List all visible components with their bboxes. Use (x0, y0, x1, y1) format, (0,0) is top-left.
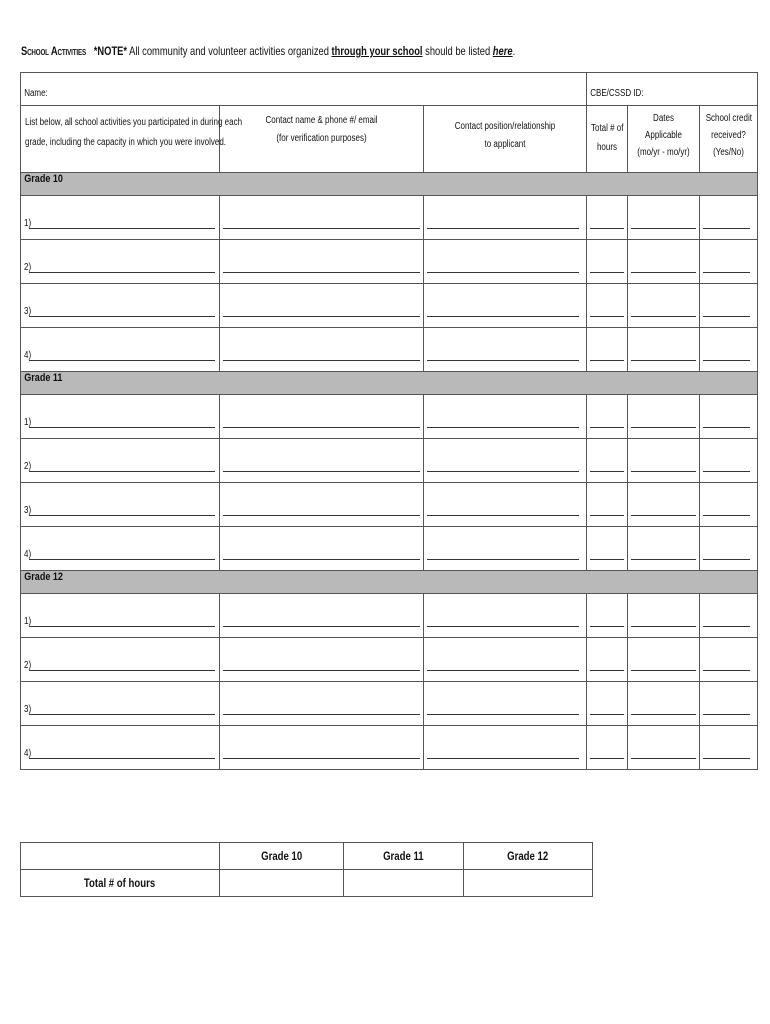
contact-field[interactable] (220, 439, 424, 483)
position-field[interactable] (424, 527, 587, 571)
totals-header-row (21, 843, 593, 870)
activities-table (20, 72, 758, 770)
blank-line (223, 228, 420, 229)
blank-line (427, 559, 579, 560)
blank-line (223, 515, 420, 516)
contact-field[interactable] (220, 638, 424, 682)
dates-field[interactable] (628, 726, 700, 770)
col-credit-header (700, 106, 758, 173)
activity-field[interactable] (21, 284, 220, 328)
activity-row (21, 594, 758, 638)
name-field[interactable] (21, 73, 587, 106)
contact-field[interactable] (220, 240, 424, 284)
activity-row (21, 726, 758, 770)
col-credit-line-1: School credit (705, 113, 752, 124)
section-title: School Activities (21, 44, 86, 58)
row-number: 2) (24, 461, 32, 472)
note-emphasis-2: here (492, 44, 513, 58)
col-hours-header (587, 106, 628, 173)
blank-line (703, 626, 750, 627)
totals-hours-row (21, 870, 593, 897)
activity-row (21, 196, 758, 240)
activity-row (21, 682, 758, 726)
position-field[interactable] (424, 439, 587, 483)
name-label: Name: (24, 88, 48, 99)
col-dates-line-1: Dates (653, 113, 674, 124)
blank-line (223, 626, 420, 627)
blank-line (427, 471, 579, 472)
blank-line (427, 670, 579, 671)
hours-field[interactable] (587, 439, 628, 483)
position-field[interactable] (424, 726, 587, 770)
credit-field[interactable] (700, 483, 758, 527)
hours-field[interactable] (587, 328, 628, 372)
row-number: 1) (24, 218, 32, 229)
col-contact-header (220, 106, 424, 173)
blank-line (631, 471, 696, 472)
blank-line (29, 758, 215, 759)
credit-field[interactable] (700, 726, 758, 770)
blank-line (427, 626, 579, 627)
hours-field[interactable] (587, 395, 628, 439)
blank-line (29, 471, 215, 472)
col-hours-line-2: hours (596, 142, 617, 153)
column-header-row (21, 106, 758, 173)
col-position-line-1: Contact position/relationship (454, 121, 556, 132)
totals-header-label: Grade 11 (383, 849, 424, 863)
row-number: 2) (24, 660, 32, 671)
blank-line (631, 228, 696, 229)
blank-line (703, 559, 750, 560)
activity-row (21, 527, 758, 571)
id-label: CBE/CSSD ID: (590, 88, 644, 99)
blank-line (590, 228, 624, 229)
activity-field[interactable] (21, 638, 220, 682)
col-contact-line-2: (for verification purposes) (276, 133, 367, 144)
row-number: 4) (24, 748, 32, 759)
hours-field[interactable] (587, 196, 628, 240)
blank-line (427, 228, 579, 229)
hours-field[interactable] (587, 284, 628, 328)
activity-field[interactable] (21, 682, 220, 726)
dates-field[interactable] (628, 527, 700, 571)
dates-field[interactable] (628, 439, 700, 483)
total-hours-grade-12-field[interactable] (464, 870, 593, 897)
blank-line (590, 758, 624, 759)
col-activities-header (21, 106, 243, 173)
credit-field[interactable] (700, 328, 758, 372)
activity-row (21, 638, 758, 682)
blank-line (631, 360, 696, 361)
dates-field[interactable] (628, 638, 700, 682)
blank-line (29, 228, 215, 229)
row-number: 3) (24, 704, 32, 715)
hours-field[interactable] (587, 726, 628, 770)
blank-line (631, 758, 696, 759)
contact-field[interactable] (220, 682, 424, 726)
credit-field[interactable] (700, 527, 758, 571)
blank-line (631, 626, 696, 627)
row-number: 4) (24, 350, 32, 361)
blank-line (223, 316, 420, 317)
activity-field[interactable] (21, 594, 220, 638)
grade-label: Grade 11 (24, 372, 63, 384)
dates-field[interactable] (628, 395, 700, 439)
blank-line (631, 272, 696, 273)
grade-header-cell (21, 372, 758, 395)
blank-line (223, 559, 420, 560)
position-field[interactable] (424, 483, 587, 527)
row-number: 2) (24, 262, 32, 273)
grade-header-cell (21, 571, 758, 594)
col-credit-line-2: received? (711, 130, 746, 141)
grade-label: Grade 10 (24, 173, 63, 185)
position-field[interactable] (424, 284, 587, 328)
totals-header-grade-10 (220, 843, 344, 870)
grade-section-header (21, 571, 758, 594)
totals-header-grade-12 (464, 843, 593, 870)
activity-row (21, 284, 758, 328)
grade-section-header (21, 372, 758, 395)
position-field[interactable] (424, 240, 587, 284)
activity-field[interactable] (21, 328, 220, 372)
contact-field[interactable] (220, 284, 424, 328)
note-label: *NOTE* (93, 44, 128, 58)
blank-line (703, 471, 750, 472)
blank-line (631, 316, 696, 317)
blank-line (427, 272, 579, 273)
dates-field[interactable] (628, 240, 700, 284)
dates-field[interactable] (628, 682, 700, 726)
totals-corner (21, 843, 220, 870)
blank-line (590, 714, 624, 715)
col-activities-line-2: grade, including the capacity in which you were involved. (25, 137, 227, 148)
row-number: 4) (24, 549, 32, 560)
activity-field[interactable] (21, 395, 220, 439)
activity-field[interactable] (21, 483, 220, 527)
blank-line (223, 714, 420, 715)
blank-line (427, 515, 579, 516)
contact-field[interactable] (220, 726, 424, 770)
position-field[interactable] (424, 638, 587, 682)
hours-field[interactable] (587, 483, 628, 527)
blank-line (631, 559, 696, 560)
credit-field[interactable] (700, 594, 758, 638)
grade-section-header (21, 173, 758, 196)
blank-line (427, 427, 579, 428)
hours-field[interactable] (587, 594, 628, 638)
blank-line (590, 670, 624, 671)
dates-field[interactable] (628, 328, 700, 372)
blank-line (631, 670, 696, 671)
totals-row-label (21, 870, 220, 897)
col-credit-line-3: (Yes/No) (713, 147, 744, 158)
total-hours-grade-11-field[interactable] (344, 870, 464, 897)
credit-field[interactable] (700, 439, 758, 483)
col-hours-line-1: Total # of (591, 123, 624, 134)
dates-field[interactable] (628, 284, 700, 328)
contact-field[interactable] (220, 328, 424, 372)
blank-line (29, 670, 215, 671)
blank-line (703, 228, 750, 229)
name-row (21, 73, 758, 106)
activity-row (21, 240, 758, 284)
totals-header-label: Grade 12 (507, 849, 549, 863)
blank-line (29, 515, 215, 516)
blank-line (223, 670, 420, 671)
position-field[interactable] (424, 395, 587, 439)
blank-line (590, 626, 624, 627)
credit-field[interactable] (700, 638, 758, 682)
col-position-header (424, 106, 587, 173)
row-number: 3) (24, 306, 32, 317)
blank-line (427, 316, 579, 317)
blank-line (703, 360, 750, 361)
blank-line (29, 626, 215, 627)
blank-line (29, 316, 215, 317)
totals-header-grade-11 (344, 843, 464, 870)
blank-line (29, 559, 215, 560)
col-dates-header (628, 106, 700, 173)
dates-field[interactable] (628, 594, 700, 638)
blank-line (590, 471, 624, 472)
hours-field[interactable] (587, 682, 628, 726)
col-position-line-2: to applicant (484, 139, 526, 150)
blank-line (427, 360, 579, 361)
totals-header-label: Grade 10 (260, 849, 303, 863)
activity-row (21, 483, 758, 527)
row-number: 1) (24, 616, 32, 627)
note-emphasis-1: through your school (331, 44, 423, 58)
col-contact-line-1: Contact name & phone #/ email (265, 115, 378, 126)
hours-field[interactable] (587, 240, 628, 284)
position-field[interactable] (424, 328, 587, 372)
blank-line (29, 714, 215, 715)
id-field[interactable] (587, 73, 758, 106)
position-field[interactable] (424, 594, 587, 638)
row-number: 1) (24, 417, 32, 428)
blank-line (590, 360, 624, 361)
blank-line (703, 714, 750, 715)
credit-field[interactable] (700, 682, 758, 726)
activity-field[interactable] (21, 196, 220, 240)
blank-line (703, 670, 750, 671)
total-hours-grade-10-field[interactable] (220, 870, 344, 897)
dates-field[interactable] (628, 196, 700, 240)
hours-field[interactable] (587, 638, 628, 682)
contact-field[interactable] (220, 527, 424, 571)
totals-row-label-text: Total # of hours (84, 876, 156, 890)
blank-line (703, 758, 750, 759)
blank-line (29, 272, 215, 273)
activity-row (21, 395, 758, 439)
blank-line (590, 515, 624, 516)
col-activities-line-1: List below, all school activities you participated in during each (25, 117, 243, 128)
credit-field[interactable] (700, 395, 758, 439)
blank-line (703, 427, 750, 428)
activity-field[interactable] (21, 527, 220, 571)
position-field[interactable] (424, 682, 587, 726)
blank-line (703, 272, 750, 273)
grade-header-cell (21, 173, 758, 196)
blank-line (427, 714, 579, 715)
contact-field[interactable] (220, 395, 424, 439)
blank-line (631, 714, 696, 715)
contact-field[interactable] (220, 483, 424, 527)
activity-row (21, 439, 758, 483)
blank-line (223, 427, 420, 428)
blank-line (590, 272, 624, 273)
totals-table (20, 842, 593, 897)
blank-line (590, 427, 624, 428)
note-end: . (512, 44, 516, 58)
contact-field[interactable] (220, 594, 424, 638)
blank-line (29, 427, 215, 428)
blank-line (631, 515, 696, 516)
dates-field[interactable] (628, 483, 700, 527)
activity-row (21, 328, 758, 372)
contact-field[interactable] (220, 196, 424, 240)
grade-label: Grade 12 (24, 571, 63, 583)
blank-line (223, 471, 420, 472)
credit-field[interactable] (700, 196, 758, 240)
blank-line (703, 316, 750, 317)
note-text-1: All community and volunteer activities organized (129, 44, 329, 58)
col-dates-line-3: (mo/yr - mo/yr) (637, 147, 690, 158)
activity-field[interactable] (21, 726, 220, 770)
hours-field[interactable] (587, 527, 628, 571)
activity-field[interactable] (21, 240, 220, 284)
col-dates-line-2: Applicable (645, 130, 682, 141)
position-field[interactable] (424, 196, 587, 240)
credit-field[interactable] (700, 240, 758, 284)
blank-line (223, 758, 420, 759)
blank-line (631, 427, 696, 428)
blank-line (703, 515, 750, 516)
form-title (21, 44, 515, 58)
blank-line (29, 360, 215, 361)
credit-field[interactable] (700, 284, 758, 328)
blank-line (590, 316, 624, 317)
note-text-2: should be listed (425, 44, 491, 58)
row-number: 3) (24, 505, 32, 516)
blank-line (223, 360, 420, 361)
blank-line (427, 758, 579, 759)
activity-field[interactable] (21, 439, 220, 483)
blank-line (223, 272, 420, 273)
blank-line (590, 559, 624, 560)
